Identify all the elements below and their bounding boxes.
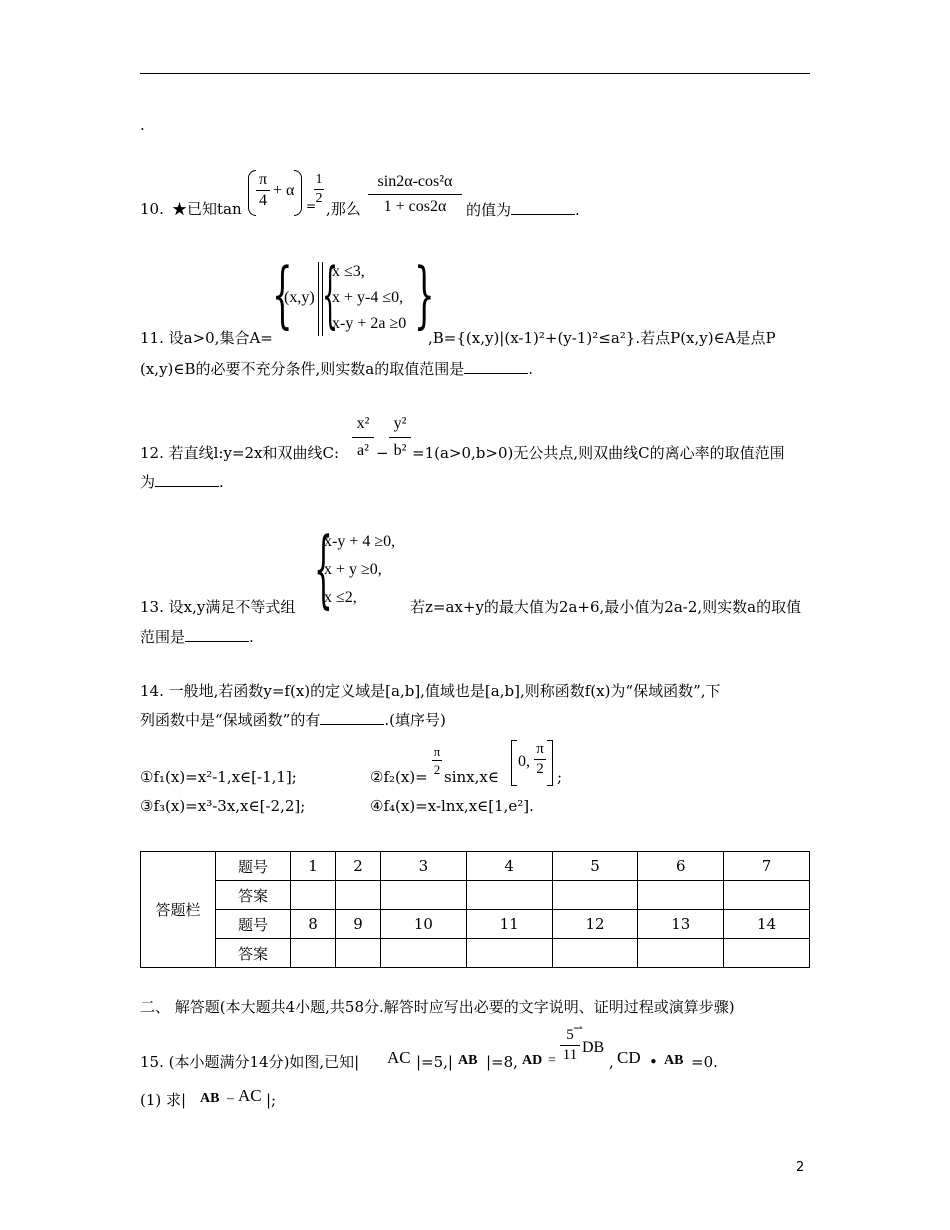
q12-tail: =1(a>0,b>0)无公共点,则双曲线C的离心率的取值范围 <box>412 444 785 462</box>
q10-two: 2 <box>315 191 323 206</box>
section-2-heading: 二、 解答题(本大题共4小题,共58分.解答时应写出必要的文字说明、证明过程或演算步骤) <box>140 998 735 1016</box>
table-cell-num: 14 <box>724 910 810 939</box>
q14-option-2-right-bracket <box>547 740 553 786</box>
table-row-header-q: 题号 <box>216 852 291 881</box>
q14-line1: 14. 一般地,若函数y=f(x)的定义域是[a,b],值域也是[a,b],则称函数f(x)为“保域函数”,下 <box>140 682 721 700</box>
q10-four: 4 <box>259 192 267 209</box>
q14-option-1: ①f₁(x)=x²-1,x∈[-1,1]; <box>140 768 297 786</box>
table-cell-num: 5 <box>552 852 638 881</box>
q11-bar-1 <box>318 262 319 336</box>
q13-row3: x ≤2, <box>324 589 357 606</box>
q14-option-2-frac <box>432 745 442 776</box>
q11-inner-brace: { <box>322 252 339 336</box>
q15-sub1-vec-ac: AC <box>238 1086 262 1105</box>
q14-option-2-zero: 0, <box>518 753 530 770</box>
q10-pi-over-4 <box>256 172 270 209</box>
answer-cell[interactable] <box>552 939 638 968</box>
answer-table-label: 答题栏 <box>141 852 216 968</box>
q11-line2-text: (x,y)∈B的必要不充分条件,则实数a的取值范围是 <box>140 360 465 378</box>
q12-x2-over-a2 <box>352 416 374 459</box>
q10-left-paren <box>248 170 256 216</box>
q11-outer-left-brace: { <box>272 252 293 336</box>
table-row <box>141 852 810 881</box>
q14-option-2-22: 2 <box>536 761 544 777</box>
q10-answer-blank <box>511 202 575 215</box>
q12-line2-text: 为 <box>140 473 156 491</box>
q14-line2 <box>140 712 446 728</box>
q13-tail: 若z=ax+y的最大值为2a+6,最小值为2a-2,则实数a的取值 <box>410 598 802 616</box>
q10-mid: ,那么 <box>326 200 361 218</box>
table-cell-num: 10 <box>381 910 467 939</box>
q13-line2 <box>140 629 254 645</box>
q10-plus-alpha: + α <box>273 182 295 199</box>
table-cell-num: 4 <box>466 852 552 881</box>
q14-line2-text: 列函数中是“保域函数”的有 <box>140 711 321 729</box>
q10-number: 10. <box>140 200 164 218</box>
q15-vec-cd: CD <box>617 1048 641 1067</box>
q13-row2: x + y ≥0, <box>324 561 382 578</box>
table-row <box>141 939 810 968</box>
q15-sub1-end: |; <box>266 1091 277 1109</box>
q14-option-2-pi2: π <box>536 741 544 757</box>
table-cell-num: 2 <box>336 852 381 881</box>
q14-option-2-b: sinx,x∈ <box>444 768 499 786</box>
q11-row1: x ≤3, <box>332 263 365 280</box>
q15-eq: = <box>548 1053 556 1068</box>
q14-option-4: ④f₄(x)=x-lnx,x∈[1,e²]. <box>370 797 534 815</box>
table-row <box>141 910 810 939</box>
q10-expr-num: sin2α-cos²α <box>377 173 453 190</box>
q15-p2: |=5,| <box>416 1053 453 1071</box>
table-row-header-q: 题号 <box>216 910 291 939</box>
q14-option-3: ③f₃(x)=x³-3x,x∈[-2,2]; <box>140 797 306 815</box>
q15-p3: |=8, <box>486 1053 518 1071</box>
q13-end: . <box>249 628 254 646</box>
header-rule <box>140 73 810 74</box>
q11-line1b: ,B={(x,y)|(x-1)²+(y-1)²≤a²}.若点P(x,y)∈A是点P <box>428 329 776 347</box>
q10-pi: π <box>258 171 268 188</box>
q10-expr-den: 1 + cos2α <box>383 198 447 215</box>
q10-right-paren <box>294 170 302 216</box>
q11-end: . <box>528 360 534 378</box>
q10-tail <box>466 202 580 218</box>
q15-vector-arrow-icon: ⇀ <box>573 1021 584 1035</box>
q10-end: . <box>575 201 580 219</box>
answer-cell[interactable] <box>381 881 467 910</box>
table-cell-num: 3 <box>381 852 467 881</box>
table-cell-num: 12 <box>552 910 638 939</box>
q14-option-2-pi: π <box>433 744 441 759</box>
stray-dot: . <box>140 116 145 134</box>
q13-brace: { <box>314 519 333 617</box>
q10-one: 1 <box>315 172 323 187</box>
q14-line2-end: .(填序号) <box>384 711 446 729</box>
q12-y2-over-b2 <box>389 416 411 459</box>
q11-row2: x + y-4 ≤0, <box>332 289 404 306</box>
answer-cell[interactable] <box>552 881 638 910</box>
q10-half <box>314 173 324 206</box>
q12-x2: x² <box>356 415 370 432</box>
q12-minus: − <box>376 444 389 462</box>
answer-cell[interactable] <box>381 939 467 968</box>
answer-cell[interactable] <box>466 939 552 968</box>
q11-line2 <box>140 361 533 377</box>
answer-cell[interactable] <box>638 881 724 910</box>
q14-option-2-end: ; <box>557 768 563 786</box>
answer-cell[interactable] <box>336 939 381 968</box>
q11-outer-right-brace: } <box>414 252 435 336</box>
q12-lead: 12. 若直线l:y=2x和双曲线C: <box>140 444 340 462</box>
q13-answer-blank <box>185 629 249 642</box>
q12-line2 <box>140 474 224 490</box>
q15-vec-ac: AC <box>387 1048 411 1067</box>
q10-tail-text: 的值为 <box>466 201 512 219</box>
q15-vec-db: DB <box>582 1039 605 1056</box>
q15-eleven: 11 <box>562 1047 578 1063</box>
q12-y2: y² <box>393 415 407 432</box>
q11-line1: 11. 设a>0,集合A= <box>140 329 273 347</box>
answer-cell[interactable] <box>291 881 336 910</box>
page-number: 2 <box>796 1160 805 1175</box>
q15-tail: =0. <box>691 1053 718 1071</box>
table-cell-num: 9 <box>336 910 381 939</box>
q15-five: 5 <box>566 1027 574 1043</box>
q15-dot: • <box>649 1053 658 1071</box>
q14-option-2-two: 2 <box>433 762 441 777</box>
table-cell-num: 6 <box>638 852 724 881</box>
answer-cell[interactable] <box>638 939 724 968</box>
q12-end: . <box>219 473 224 491</box>
q14-option-2-interval-frac <box>534 742 546 777</box>
answer-table <box>140 851 810 968</box>
q15-vec-ab: AB <box>458 1053 478 1068</box>
answer-cell[interactable] <box>466 881 552 910</box>
q10-expression <box>368 174 462 215</box>
table-cell-num: 13 <box>638 910 724 939</box>
table-cell-num: 7 <box>724 852 810 881</box>
q15-comma: , <box>609 1053 614 1071</box>
q15-sub1-vec-ab: AB <box>200 1091 220 1106</box>
table-row-header-a: 答案 <box>216 881 291 910</box>
q14-option-2-a: ②f₂(x)= <box>370 768 428 786</box>
answer-cell[interactable] <box>291 939 336 968</box>
q10-star-label: ★已知tan <box>172 200 242 218</box>
q15-lead: 15. (本小题满分14分)如图,已知| <box>140 1053 360 1071</box>
table-row-header-a: 答案 <box>216 939 291 968</box>
q12-a2: a² <box>357 442 369 459</box>
q13-lead: 13. 设x,y满足不等式组 <box>140 598 296 616</box>
table-cell-num: 11 <box>466 910 552 939</box>
q12-b2: b² <box>393 442 407 459</box>
q11-set-lead: (x,y) <box>284 289 315 306</box>
q15-sub1-lead: (1) 求| <box>140 1091 187 1109</box>
q15-vec-ab2: AB <box>664 1053 684 1068</box>
answer-cell[interactable] <box>336 881 381 910</box>
q10-eq: = <box>306 199 317 213</box>
q14-option-2-left-bracket <box>511 740 517 786</box>
q11-row3: x-y + 2a ≥0 <box>332 315 407 332</box>
q15-vec-ad: AD <box>522 1053 543 1068</box>
q15-sub1-minus: – <box>227 1091 234 1106</box>
q13-line2-text: 范围是 <box>140 628 186 646</box>
table-cell-num: 1 <box>291 852 336 881</box>
q11-answer-blank <box>464 361 528 374</box>
q12-answer-blank <box>155 474 219 487</box>
answer-cell[interactable] <box>724 939 810 968</box>
table-row <box>141 881 810 910</box>
answer-cell[interactable] <box>724 881 810 910</box>
table-cell-num: 8 <box>291 910 336 939</box>
q14-answer-blank <box>320 712 384 725</box>
q13-row1: x-y + 4 ≥0, <box>324 533 396 550</box>
